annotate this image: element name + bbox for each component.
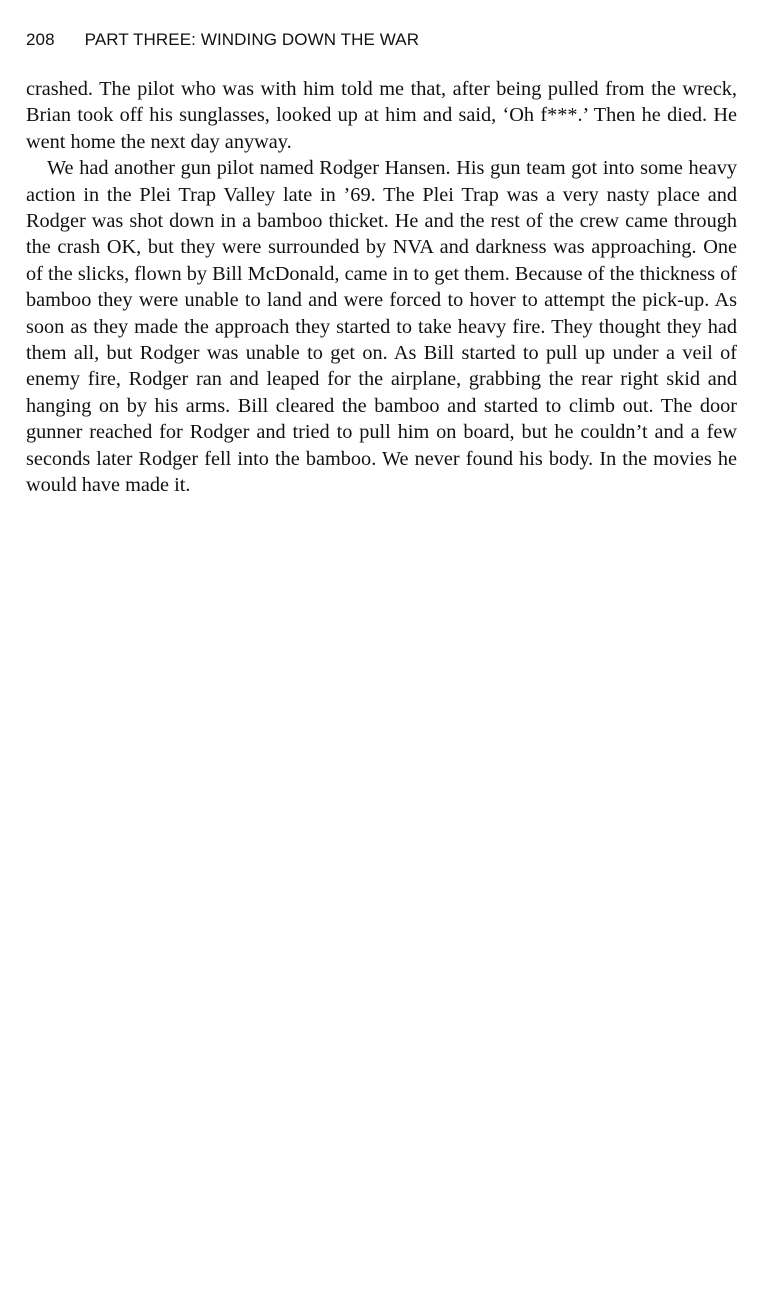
body-text — [26, 76, 737, 499]
running-title: PART THREE: WINDING DOWN THE WAR — [84, 30, 420, 49]
paragraph-rodger-hansen: We had another gun pilot named Rodger Hansen. His gun team got into some heavy action in the Plei Trap Valley late in ’69. The Plei Trap was a very nasty place and Rodger was shot down in a bamboo thicket. He and the rest of the crew came through the crash OK, but they were surrounded by NVA and darkness was approaching. One of the slicks, flown by Bill McDonald, came in to get them. Because of the thickness of bamboo they were unable to land and were forced to hover to attempt the pick-up. As soon as they made the approach they started to take heavy fire. They thought they had them all, but Rodger was unable to get on. As Bill started to pull up under a veil of enemy fire, Rodger ran and leaped for the airplane, grabbing the rear right skid and hanging on by his arms. Bill cleared the bamboo and started to climb out. The door gunner reached for Rodger and tried to pull him on board, but he couldn’t and a few seconds later Rodger fell into the bamboo. We never found his body. In the movies he would have made it. — [26, 157, 737, 497]
running-header — [26, 30, 419, 50]
paragraph-continued: crashed. The pilot who was with him told me that, after being pulled from the wreck, Brian took off his sunglasses, looked up at him and said, ‘Oh f***.’ Then he died. He went home the next day anyway. — [26, 78, 737, 153]
page-number: 208 — [26, 30, 55, 49]
